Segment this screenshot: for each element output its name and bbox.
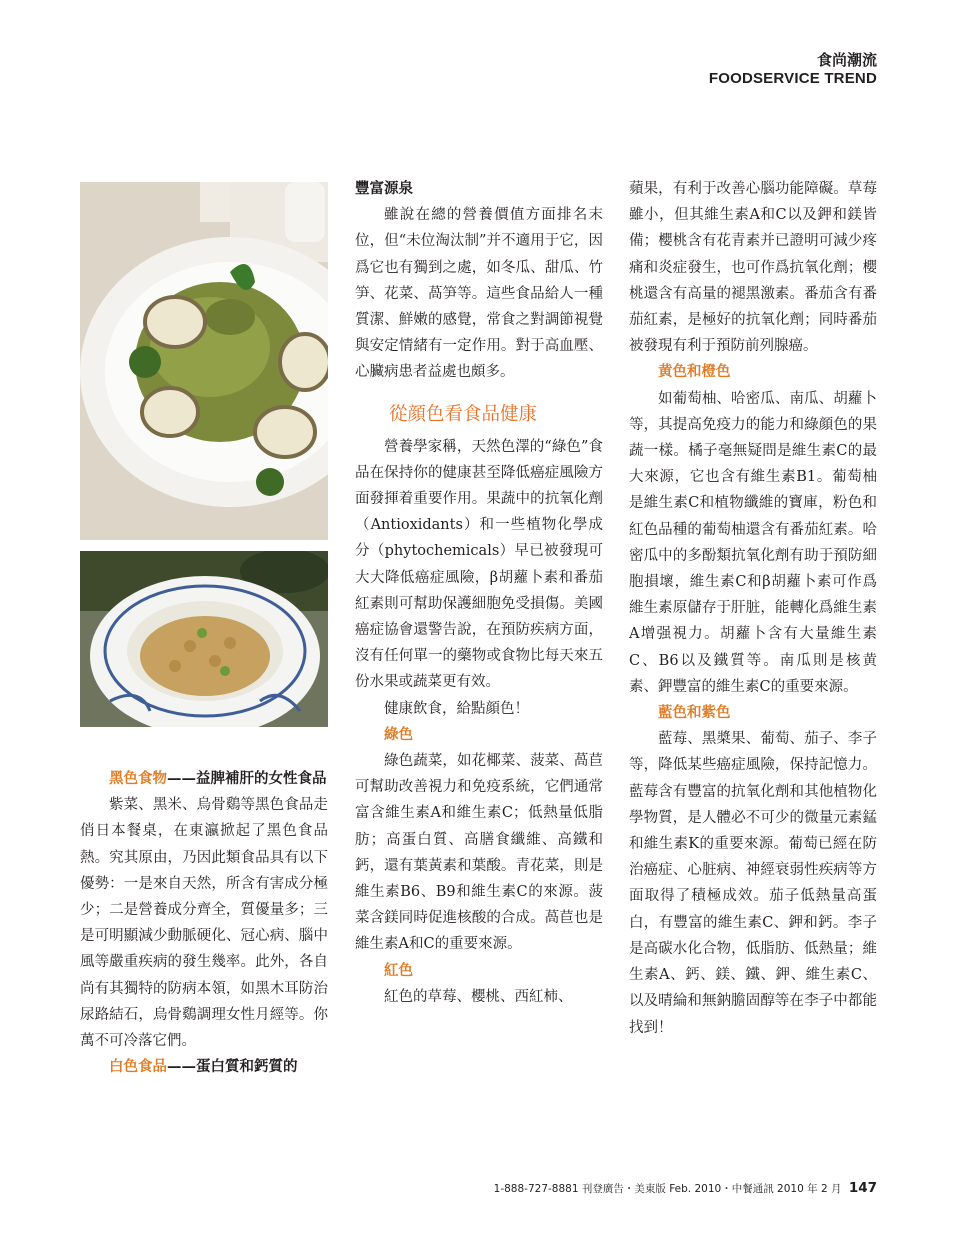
pasta-illustration	[80, 182, 328, 540]
section-title-en: FOODSERVICE TREND	[708, 70, 877, 87]
page-header	[709, 50, 877, 88]
column-2	[355, 176, 603, 1010]
black-food-heading-black: ——益脾補肝的女性食品	[167, 770, 327, 787]
black-food-paragraph: 紫菜、黑米、烏骨鷄等黑色食品走俏日本餐桌，在東瀛掀起了黑色食品熱。究其原由，乃因此類食品具有以下優勢：一是來自天然，所含有害成分極少；二是營養成分齊全，質優量多；三是可明顯減少動脈硬化、冠心病、腦中風等嚴重疾病的發生幾率。此外，各自尚有其獨特的防病本領，如黑木耳防治尿路結石，烏骨鷄調理女性月經等。你萬不可冷落它們。	[80, 797, 328, 1050]
natto-bowl-photo	[80, 551, 328, 727]
blue-paragraph: 藍莓、黑槳果、葡萄、茄子、李子等，降低某些癌症風險，保持記憶力。藍莓含有豐富的抗氧化劑和其他植物化學物質，是人體必不可少的微量元素錳和維生素K的重要來源。葡萄已經在防治癌症、心脏病、神經衰弱性疾病等方面取得了積極成效。茄子低熱量高蛋白，有豐富的維生素C、鉀和鈣。李子是高碳水化合物，低脂肪、低熱量；維生素A、鈣、鎂、鐵、鉀、維生素C、以及晴綸和無鈉膽固醇等在李子中都能找到！	[629, 731, 877, 1036]
yellow-paragraph: 如葡萄柚、哈密瓜、南瓜、胡蘿卜等，其提高免疫力的能力和綠顔色的果蔬一樣。橘子毫無疑問是維生素C的最大來源，它也含有維生素B1。葡萄柚是維生素C和植物纖維的寶庫，粉色和紅色品種的葡萄柚還含有番茄紅素。哈密瓜中的多酚類抗氧化劑有助于預防細胞損壞，維生素C和β胡蘿卜素可作爲維生素原儲存于肝脏，能轉化爲維生素A增强視力。胡蘿卜含有大量維生素C、B6以及鐵質等。南瓜則是核黄素、鉀豐富的維生素C的重要來源。	[629, 390, 877, 695]
pasta-photo	[80, 182, 328, 540]
red-paragraph: 紅色的草莓、櫻桃、西紅柿、	[384, 988, 573, 1005]
footer-ad-text: 刊登廣告・美東版	[581, 1183, 666, 1195]
footer-date-zh: 2010 年 2 月	[777, 1183, 842, 1195]
page-number: 147	[848, 1180, 877, 1196]
column-1	[80, 766, 328, 1080]
page-footer	[494, 1180, 877, 1197]
white-food-heading-black: ——蛋白質和鈣質的	[167, 1058, 298, 1076]
black-food-heading-orange: 黑色食物	[109, 770, 167, 787]
green-paragraph: 綠色蔬菜，如花椰菜、菠菜、萵苣可幫助改善視力和免疫系統，它們通常富含維生素A和維生素C；低熱量低脂肪；高蛋白質、高膳食纖維、高鐵和鈣，還有葉黃素和葉酸。青花菜，則是維生素B6、B9和維生素C的來源。菠菜含鎂同時促進核酸的合成。萵苣也是維生素A和C的重要來源。	[355, 753, 603, 953]
footer-date-en: Feb. 2010	[669, 1183, 722, 1195]
section-title-zh: 食尚潮流	[816, 51, 877, 69]
bowl-illustration	[80, 551, 328, 727]
black-food-heading	[80, 766, 328, 792]
white-food-heading	[80, 1054, 328, 1080]
column-3	[629, 176, 877, 1041]
white-food-heading-cont: 豐富源泉	[355, 180, 413, 197]
footer-magazine: ・中餐通訊	[721, 1183, 774, 1195]
green-heading: 綠色	[384, 725, 413, 743]
yellow-heading: 黄色和橙色	[658, 363, 731, 381]
blue-heading: 藍色和紫色	[658, 704, 731, 722]
footer-phone: 1-888-727-8881	[493, 1183, 579, 1195]
white-food-paragraph: 雖說在總的營養價值方面排名末位，但“未位淘汰制”并不適用于它，因爲它也有獨到之處，如冬瓜、甜瓜、竹笋、花菜、萵笋等。這些食品給人一種質潔、鮮嫩的感覺，常食之對調節視覺與安定情緒有一定作用。對于高血壓、心臟病患者益處也頗多。	[355, 207, 603, 381]
red-heading: 紅色	[384, 961, 413, 979]
white-food-heading-orange: 白色食品	[109, 1058, 167, 1076]
red-paragraph-cont: 蘋果，有利于改善心腦功能障礙。草莓雖小，但其維生素A和C以及鉀和鎂皆備；櫻桃含有花青素并已證明可減少疼痛和炎症發生，也可作爲抗氧化劑；櫻桃還含有高量的褪黑激素。番茄含有番茄紅素，是極好的抗氧化劑；同時番茄被發現有利于預防前列腺癌。	[629, 181, 877, 355]
section-title: 從顔色看食品健康	[389, 403, 538, 425]
slogan-paragraph: 健康飲食，給點顔色！	[384, 700, 529, 717]
intro-paragraph: 營養學家稱，天然色澤的“綠色”食品在保持你的健康甚至降低癌症風險方面發揮着重要作用。果蔬中的抗氧化劑（Antioxidants）和一些植物化學成分（phytochemicals）早已被發現可大大降低癌症風險，β胡蘿卜素和番茄紅素則可幫助保護細胞免受損傷。美國癌症協會還警告說，在預防疾病方面，沒有任何單一的藥物或食物比每天來五份水果或蔬菜更有效。	[355, 438, 603, 691]
